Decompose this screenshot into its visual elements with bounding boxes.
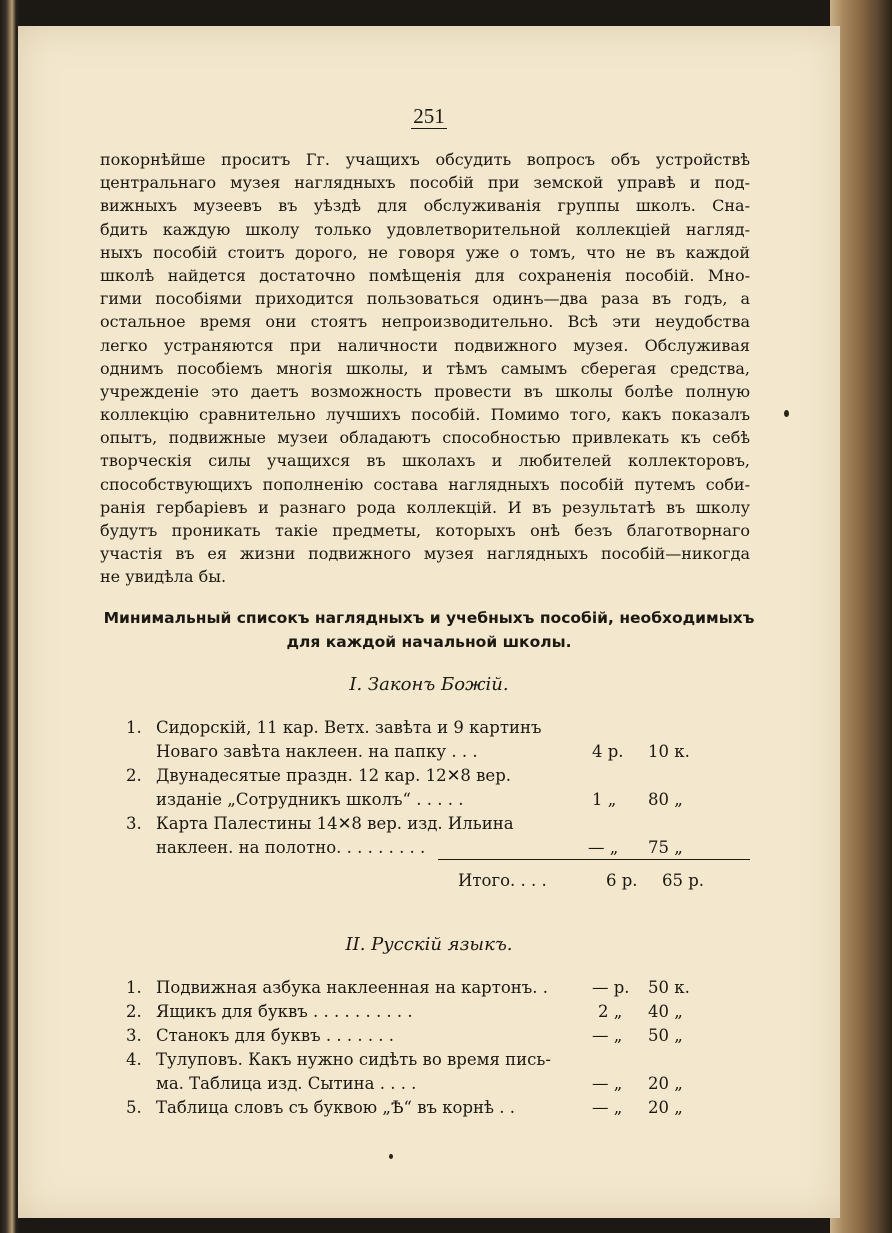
paragraph-line: гими пособіями приходится пользоваться одинъ—два раза въ годъ, а <box>100 289 750 309</box>
price-kop: 20 „ <box>648 1074 683 1093</box>
item-text: Ящикъ для буквъ . . . . . . . . . . <box>156 1002 413 1021</box>
item-text-continued: Новаго завѣта наклеен. на папку . . . <box>156 742 478 761</box>
price-rub: 1 „ <box>592 790 617 809</box>
item-text: Подвижная азбука наклеенная на картонъ. . <box>156 978 549 997</box>
ink-speck <box>389 1154 393 1159</box>
item-text: Карта Палестины 14✕8 вер. изд. Ильина <box>156 814 514 833</box>
price-rub: 2 „ <box>598 1002 623 1021</box>
paragraph-line: опытъ, подвижные музеи обладаютъ способностью привлекать къ себѣ <box>100 428 750 448</box>
item-number: 5. <box>126 1098 142 1117</box>
item-number: 3. <box>126 814 142 833</box>
list-item <box>126 814 514 833</box>
paragraph-line: школѣ найдется достаточно помѣщенія для сохраненія пособій. Мно- <box>100 265 750 285</box>
item-number: 1. <box>126 978 142 997</box>
item-text-continued: наклеен. на полотно. . . . . . . . . <box>156 838 426 857</box>
price-rub: — „ <box>592 1074 623 1093</box>
list-heading-line-1: Минимальный списокъ наглядныхъ и учебныхъ пособій, необходимыхъ <box>103 609 755 627</box>
item-text: Двунадесятые праздн. 12 кар. 12✕8 вер. <box>156 766 511 785</box>
price-kop: 50 к. <box>648 978 690 997</box>
price-kop: 10 к. <box>648 742 690 761</box>
price-rub: — „ <box>592 1026 623 1045</box>
item-number: 3. <box>126 1026 142 1045</box>
price-kop: 40 „ <box>648 1002 683 1021</box>
total-kop: 65 р. <box>662 871 705 890</box>
paragraph-line: ранія гербаріевъ и разнаго рода коллекцій. И въ результатѣ въ школу <box>100 497 750 517</box>
list-item <box>126 1002 413 1021</box>
item-number: 4. <box>126 1050 142 1069</box>
item-text: Станокъ для буквъ . . . . . . . <box>156 1026 395 1045</box>
price-kop: 20 „ <box>648 1098 683 1117</box>
section-title-russian-language: II. Русскій языкъ. <box>345 934 513 955</box>
price-rub: 4 р. <box>592 742 624 761</box>
paragraph-line: коллекцію сравнительно лучшихъ пособій. Помимо того, какъ показалъ <box>100 405 750 425</box>
list-item <box>126 978 548 997</box>
page-number: 251 <box>413 104 445 128</box>
paragraph-line: бдить каждую школу только удовлетворительной коллекціей нагляд- <box>100 219 750 239</box>
price-rub: — „ <box>592 1098 623 1117</box>
price-rub: — „ <box>588 838 619 857</box>
paragraph-line: однимъ пособіемъ многія школы, и тѣмъ самымъ сберегая средства, <box>100 358 750 378</box>
list-heading <box>78 606 780 654</box>
list-item <box>126 1050 551 1069</box>
body-paragraph <box>100 148 750 589</box>
item-number: 2. <box>126 1002 142 1021</box>
item-text-continued: ма. Таблица изд. Сытина . . . . <box>156 1074 417 1093</box>
ink-speck <box>784 410 789 417</box>
section-title-law-of-god: I. Законъ Божій. <box>349 674 509 695</box>
paragraph-line: участія въ ея жизни подвижного музея наглядныхъ пособій—никогда <box>100 544 750 564</box>
paragraph-line: покорнѣйше проситъ Гг. учащихъ обсудить вопросъ объ устройствѣ <box>100 150 750 169</box>
section-total <box>458 871 547 890</box>
price-kop: 80 „ <box>648 790 683 809</box>
paragraph-line: центральнаго музея наглядныхъ пособій при земской управѣ и под- <box>100 173 750 193</box>
list-item <box>126 1098 515 1117</box>
page <box>18 26 840 1218</box>
price-rub: — р. <box>592 978 630 997</box>
paragraph-line: ныхъ пособій стоитъ дорого, не говоря уже о томъ, что не въ каждой <box>100 242 750 262</box>
paragraph-line: не увидѣла бы. <box>100 567 227 587</box>
total-rub: 6 р. <box>606 871 638 890</box>
item-number: 1. <box>126 718 142 737</box>
paragraph-line: творческія силы учащихся въ школахъ и любителей коллекторовъ, <box>100 451 750 471</box>
total-label: Итого. . . . <box>458 871 547 890</box>
item-text: Таблица словъ съ буквою „Ѣ“ въ корнѣ . . <box>156 1098 515 1117</box>
paragraph-line: способствующихъ пополненію состава наглядныхъ пособій путемъ соби- <box>100 474 750 494</box>
paragraph-line: учрежденіе это даетъ возможность провести въ школы болѣе полную <box>100 381 750 401</box>
price-kop: 75 „ <box>648 838 683 857</box>
item-number: 2. <box>126 766 142 785</box>
item-text: Сидорскій, 11 кар. Ветх. завѣта и 9 картинъ <box>156 718 542 737</box>
total-rule <box>438 859 750 860</box>
item-text-continued: изданіе „Сотрудникъ школъ“ . . . . . <box>156 790 464 809</box>
list-item <box>126 718 541 737</box>
list-heading-line-2: для каждой начальной школы. <box>286 633 572 651</box>
paragraph-line: легко устраняются при наличности подвижного музея. Обслуживая <box>100 335 750 355</box>
list-item <box>126 1026 394 1045</box>
price-kop: 50 „ <box>648 1026 683 1045</box>
paragraph-line: остальное время они стоятъ непроизводительно. Всѣ эти неудобства <box>100 312 750 332</box>
paragraph-line: будутъ проникать такіе предметы, которыхъ онѣ безъ благотворнаго <box>100 521 750 540</box>
list-item <box>126 766 511 785</box>
paragraph-line: вижныхъ музеевъ въ уѣздѣ для обслуживанія группы школъ. Сна- <box>100 196 750 216</box>
item-text: Тулуповъ. Какъ нужно сидѣть во время пись- <box>156 1050 551 1069</box>
